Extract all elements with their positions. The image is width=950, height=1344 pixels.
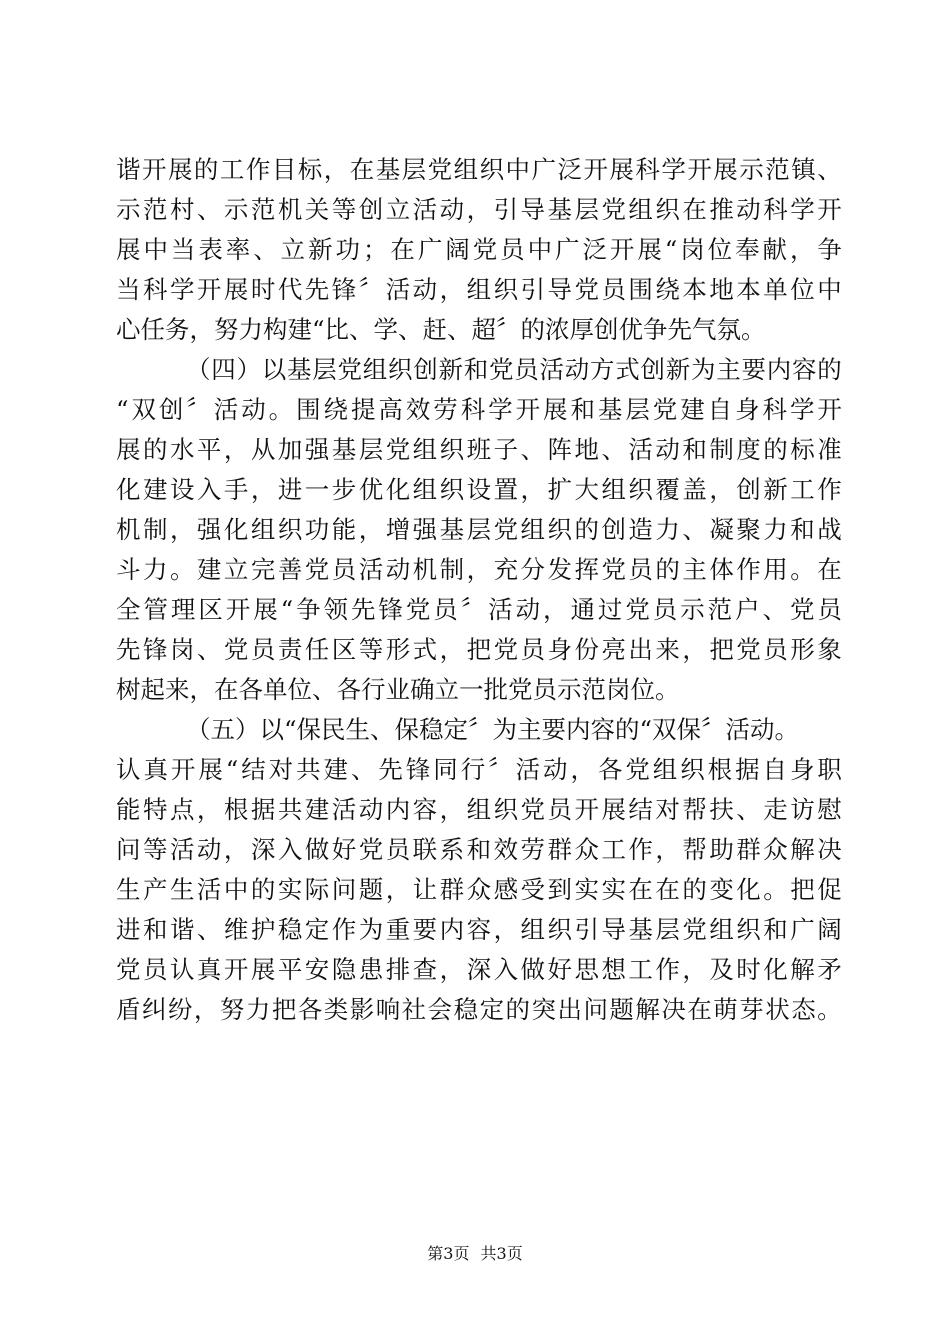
document-body xyxy=(116,150,842,1030)
text-line: 能 特 点 ， 根 据 共 建 活 动 内 容 ， 组 织 党 员 开 展 结 对 帮 扶 、 走 访 慰 xyxy=(116,795,842,824)
text-line: 党 员 认 真 开 展 平 安 隐 患 排 查 ， 深 入 做 好 思 想 工 作 ， 及 时 化 解 矛 xyxy=(116,955,842,984)
text-line: 谐 开 展 的 工 作 目 标 ， 在 基 层 党 组 织 中 广 泛 开 展 科 学 开 展 示 范 镇 、 xyxy=(116,155,842,184)
page-footer xyxy=(0,1243,950,1265)
text-line: 生 产 生 活 中 的 实 际 问 题 ， 让 群 众 感 受 到 实 实 在 在 的 变 化 。 把 促 xyxy=(116,875,842,904)
text-line: 问 等 活 动 ， 深 入 做 好 党 员 联 系 和 效 劳 群 众 工 作 ， 帮 助 群 众 解 决 xyxy=(116,835,842,864)
text-line: 机 制 ， 强 化 组 织 功 能 ， 增 强 基 层 党 组 织 的 创 造 力 、 凝 聚 力 和 战 xyxy=(116,515,842,544)
text-line: “ 双 创 〞 活 动 。 围 绕 提 高 效 劳 科 学 开 展 和 基 层 党 建 自 身 科 学 开 xyxy=(116,395,842,424)
text-line: 示 范 村 、 示 范 机 关 等 创 立 活 动 ， 引 导 基 层 党 组 织 在 推 动 科 学 开 xyxy=(116,195,842,224)
text-line: 展 的 水 平 ， 从 加 强 基 层 党 组 织 班 子 、 阵 地 、 活 动 和 制 度 的 标 准 xyxy=(116,435,842,464)
paragraph-start-line: （ 四 ） 以 基 层 党 组 织 创 新 和 党 员 活 动 方 式 创 新 为 主 要 内 容 的 xyxy=(186,355,842,384)
text-line: 化 建 设 入 手 ， 进 一 步 优 化 组 织 设 置 ， 扩 大 组 织 覆 盖 ， 创 新 工 作 xyxy=(116,475,842,504)
page-total: 共3页 xyxy=(480,1244,523,1263)
text-line: 盾 纠 纷 ， 努 力 把 各 类 影 响 社 会 稳 定 的 突 出 问 题 解 决 在 萌 芽 状 态 。 xyxy=(116,995,842,1024)
text-line: 进 和 谐 、 维 护 稳 定 作 为 重 要 内 容 ， 组 织 引 导 基 层 党 组 织 和 广 阔 xyxy=(116,915,842,944)
text-line: 树起来，在各单位、各行业确立一批党员示范岗位。 xyxy=(116,675,680,704)
text-line: 展 中 当 表 率 、 立 新 功 ； 在 广 阔 党 员 中 广 泛 开 展 “ 岗 位 奉 献 ， 争 xyxy=(116,235,842,264)
text-line: 心任务，努力构建“比、学、赶、超〞的浓厚创优争先气氛。 xyxy=(116,315,766,344)
text-line: 全 管 理 区 开 展 “ 争 领 先 锋 党 员 〞 活 动 ， 通 过 党 员 示 范 户 、 党 员 xyxy=(116,595,842,624)
text-line: 斗 力 。 建 立 完 善 党 员 活 动 机 制 ， 充 分 发 挥 党 员 的 主 体 作 用 。 在 xyxy=(116,555,842,584)
text-line: 当 科 学 开 展 时 代 先 锋 〞 活 动 ， 组 织 引 导 党 员 围 绕 本 地 本 单 位 中 xyxy=(116,275,842,304)
text-line: 先 锋 岗 、 党 员 责 任 区 等 形 式 ， 把 党 员 身 份 亮 出 来 ， 把 党 员 形 象 xyxy=(116,635,842,664)
text-line: 认 真 开 展 “ 结 对 共 建 、 先 锋 同 行 〞 活 动 ， 各 党 组 织 根 据 自 身 职 xyxy=(116,755,842,784)
page-number: 第3页 xyxy=(427,1244,470,1263)
paragraph-start-line: （五）以“保民生、保稳定〞为主要内容的“双保〞活动。 xyxy=(186,715,800,744)
